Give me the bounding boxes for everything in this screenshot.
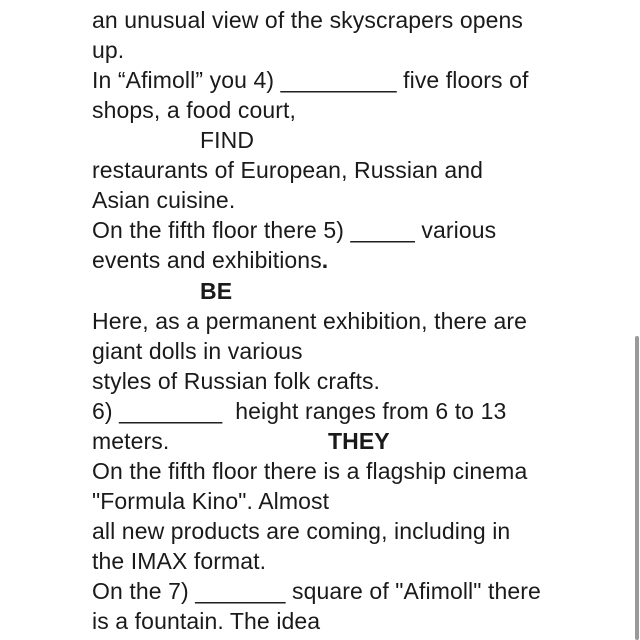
keyword-they: THEY [328,428,390,454]
text-line: In “Afimoll” you 4) _________ five floors of [92,67,529,93]
text-line: 6) ________ height ranges from 6 to 13 [92,398,507,424]
text-line: Asian cuisine. [92,187,236,213]
bold-period: . [321,247,329,273]
text-line: shops, a food court, [92,97,297,123]
vertical-scrollbar[interactable] [632,0,640,640]
text-line: On the 7) _______ square of "Afimoll" there [92,578,541,604]
scrollbar-thumb[interactable] [635,336,639,640]
text-line: On the fifth floor there 5) _____ various [92,217,497,243]
text-line: up. [92,37,125,63]
text-line: styles of Russian folk crafts. [92,368,381,394]
text-line [92,245,328,275]
text-line: is a fountain. The idea [92,608,321,634]
text-line: "Formula Kino". Almost [92,488,330,514]
text-line: restaurants of European, Russian and [92,157,484,183]
keyword-find: FIND [200,127,255,153]
text-line: an unusual view of the skyscrapers opens [92,7,524,33]
text-line: On the fifth floor there is a flagship cinema [92,458,528,484]
text-line: giant dolls in various [92,338,303,364]
text-fragment: events and exhibitions [92,247,322,273]
text-line: the IMAX format. [92,548,267,574]
text-line: all new products are coming, including in [92,518,511,544]
text-line: Here, as a permanent exhibition, there are [92,308,528,334]
keyword-be: BE [200,278,233,304]
text-line: meters. [92,428,170,454]
